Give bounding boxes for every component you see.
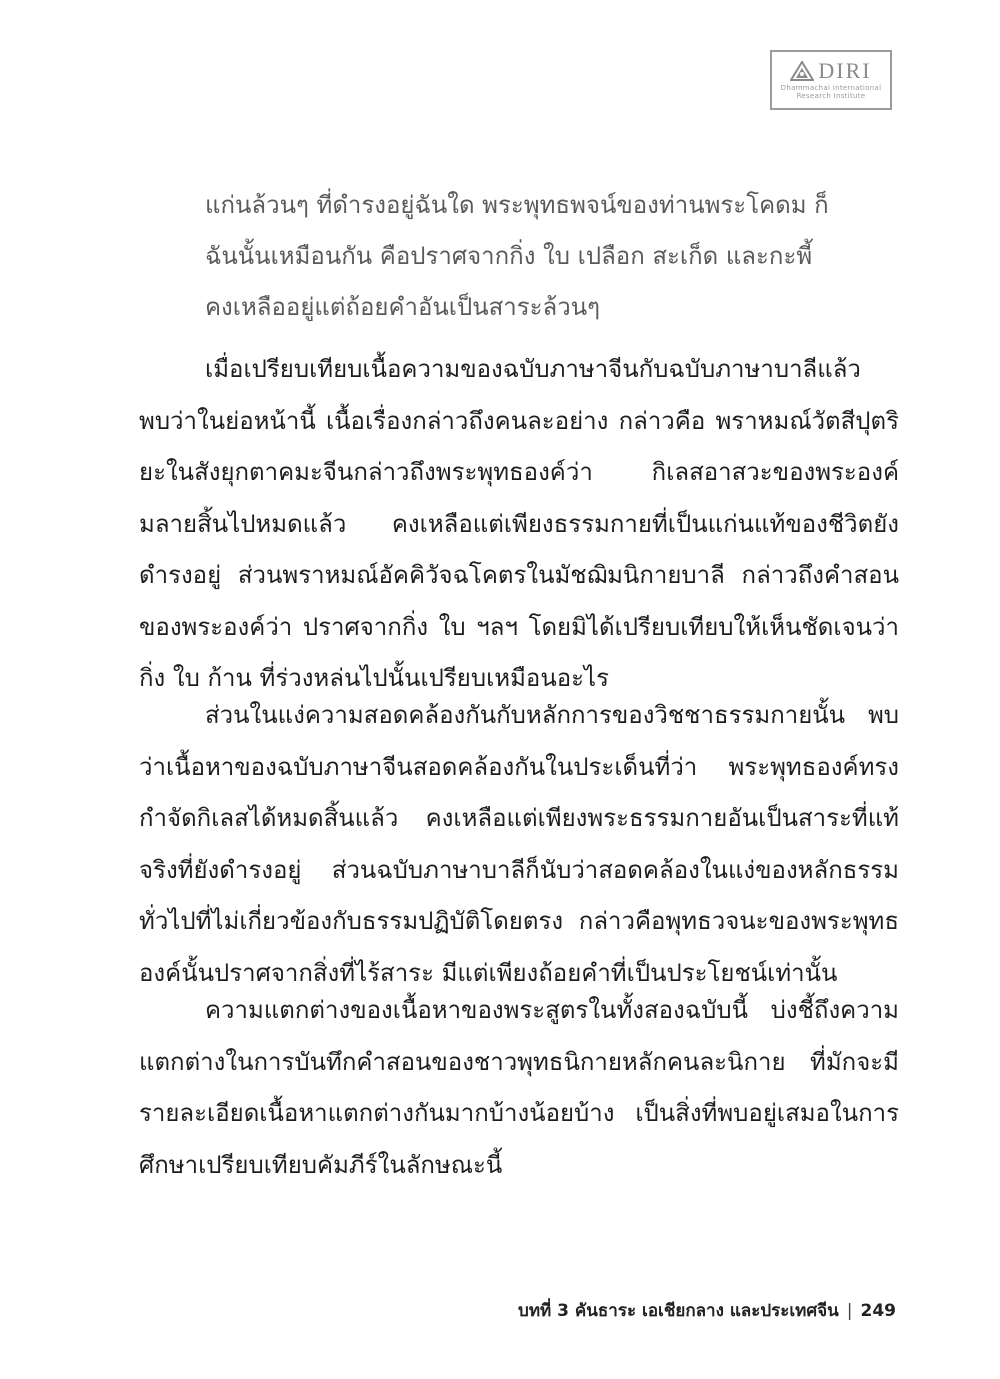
page-number: 249 — [860, 1300, 896, 1321]
page-footer — [518, 1297, 896, 1324]
logo-subtitle — [781, 84, 882, 101]
diri-logo — [770, 50, 892, 110]
logo-wordmark: DIRI — [818, 57, 872, 83]
paragraph-dhammakaya-consistency: ส่วนในแง่ความสอดคล้องกันกับหลักการของวิชชาธรรมกายนั้น พบว่าเนื้อหาของฉบับภาษาจีนสอดคล้องกันในประเด็นที่ว่า พระพุทธองค์ทรงกำจัดกิเลสได้หมดสิ้นแล้ว คงเหลือแต่เพียงพระธรรมกายอันเป็นสาระที่แท้จริงที่ยังดำรงอยู่ ส่วนฉบับภาษาบาลีก็นับว่าสอดคล้องในแง่ของหลักธรรมทั่วไปที่ไม่เกี่ยวข้องกับธรรมปฏิบัติโดยตรง กล่าวคือพุทธวจนะของพระพุทธองค์นั้นปราศจากสิ่งที่ไร้สาระ มีแต่เพียงถ้อยคำที่เป็นประโยชน์เท่านั้น — [139, 701, 899, 987]
paragraph-comparison: เมื่อเปรียบเทียบเนื้อความของฉบับภาษาจีนกับฉบับภาษาบาลีแล้ว พบว่าในย่อหน้านี้ เนื้อเรื่องกล่าวถึงคนละอย่าง กล่าวคือ พราหมณ์วัตสีปุตริยะในสังยุกตาคมะจีนกล่าวถึงพระพุทธองค์ว่า กิเลสอาสวะของพระองค์มลายสิ้นไปหมดแล้ว คงเหลือแต่เพียงธรรมกายที่เป็นแก่นแท้ของชีวิตยังดำรงอยู่ ส่วนพราหมณ์อัคคิวัจฉโคตรในมัชฌิมนิกายบาลี กล่าวถึงคำสอนของพระองค์ว่า ปราศจากกิ่ง ใบ ฯลฯ โดยมิได้เปรียบเทียบให้เห็นชัดเจนว่า กิ่ง ใบ ก้าน ที่ร่วงหล่นไปนั้นเปรียบเหมือนอะไร — [139, 355, 899, 692]
quoted-passage — [205, 180, 885, 333]
triangle-logo-icon — [790, 61, 814, 81]
chapter-title: บทที่ 3 คันธาระ เอเชียกลาง และประเทศจีน — [518, 1301, 839, 1321]
quote-line-2: ฉันนั้นเหมือนกัน คือปราศจากกิ่ง ใบ เปลือก สะเก็ด และกะพี้ — [205, 242, 813, 270]
quote-line-3: คงเหลืออยู่แต่ถ้อยคำอันเป็นสาระล้วนๆ — [205, 293, 601, 321]
logo-subtitle-line-2: Research Institute — [796, 92, 866, 100]
paragraph-differences: ความแตกต่างของเนื้อหาของพระสูตรในทั้งสองฉบับนี้ บ่งชี้ถึงความแตกต่างในการบันทึกคำสอนของชาวพุทธนิกายหลักคนละนิกาย ที่มักจะมีรายละเอียดเนื้อหาแตกต่างกันมากบ้างน้อยบ้าง เป็นสิ่งที่พบอยู่เสมอในการศึกษาเปรียบเทียบคัมภีร์ในลักษณะนี้ — [139, 996, 899, 1179]
logo-subtitle-line-1: Dhammachai International — [780, 83, 882, 92]
quote-line-1: แก่นล้วนๆ ที่ดำรงอยู่ฉันใด พระพุทธพจน์ของท่านพระโคดม ก็ — [205, 191, 829, 219]
footer-separator: | — [846, 1300, 853, 1321]
logo-top-row — [790, 57, 872, 83]
